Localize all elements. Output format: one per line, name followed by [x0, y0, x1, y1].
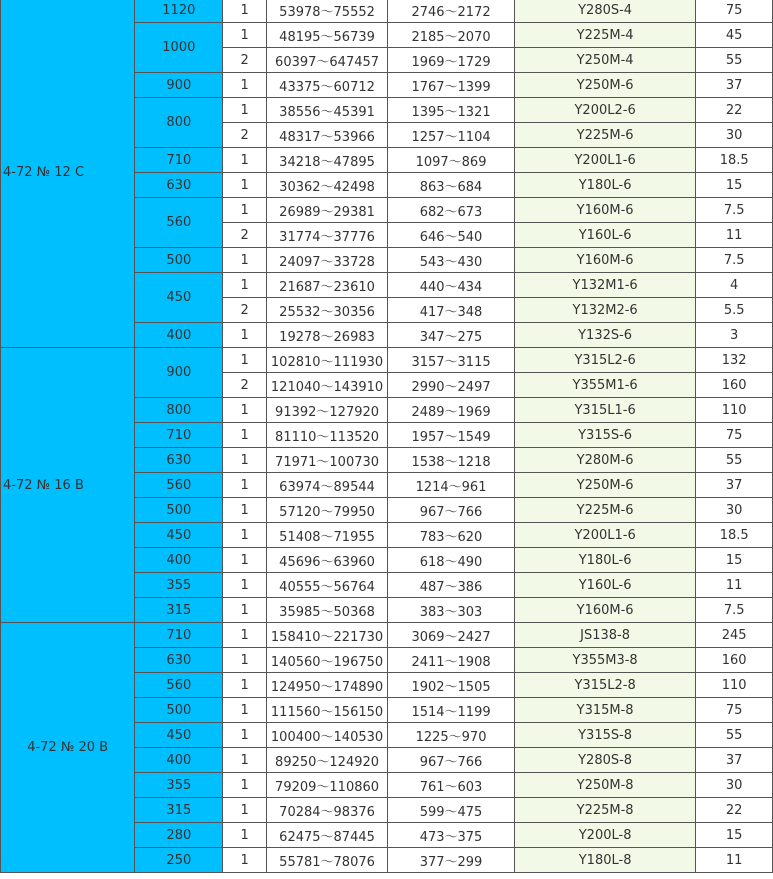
motor-power-cell: 5.5 [696, 298, 773, 323]
motor-model-cell: Y315M-8 [514, 698, 696, 723]
pressure-range-cell: 487～386 [388, 573, 515, 598]
motor-model-cell: Y225M-4 [514, 23, 696, 48]
position-number-cell: 1 [223, 348, 266, 373]
motor-power-cell: 160 [696, 648, 773, 673]
position-number-cell: 1 [223, 98, 266, 123]
flow-range-cell: 124950～174890 [266, 673, 387, 698]
position-number-cell: 1 [223, 323, 266, 348]
position-number-cell: 1 [223, 473, 266, 498]
position-number-cell: 1 [223, 148, 266, 173]
flow-range-cell: 158410～221730 [266, 623, 387, 648]
motor-power-cell: 110 [696, 673, 773, 698]
flow-range-cell: 62475～87445 [266, 823, 387, 848]
motor-power-cell: 75 [696, 423, 773, 448]
motor-model-cell: Y132M2-6 [514, 298, 696, 323]
speed-cell: 315 [135, 598, 223, 623]
speed-cell: 400 [135, 323, 223, 348]
motor-power-cell: 22 [696, 98, 773, 123]
speed-cell: 900 [135, 348, 223, 398]
motor-model-cell: Y280S-8 [514, 748, 696, 773]
motor-model-cell: Y200L1-6 [514, 523, 696, 548]
position-number-cell: 2 [223, 223, 266, 248]
motor-model-cell: Y315L2-8 [514, 673, 696, 698]
motor-model-cell: Y160M-6 [514, 598, 696, 623]
flow-range-cell: 55781～78076 [266, 848, 387, 873]
speed-cell: 560 [135, 198, 223, 248]
position-number-cell: 1 [223, 198, 266, 223]
pressure-range-cell: 2746～2172 [388, 0, 515, 23]
position-number-cell: 1 [223, 773, 266, 798]
speed-cell: 630 [135, 173, 223, 198]
pressure-range-cell: 2489～1969 [388, 398, 515, 423]
motor-power-cell: 4 [696, 273, 773, 298]
motor-power-cell: 18.5 [696, 148, 773, 173]
motor-model-cell: Y180L-6 [514, 548, 696, 573]
speed-cell: 560 [135, 673, 223, 698]
flow-range-cell: 102810～111930 [266, 348, 387, 373]
pressure-range-cell: 377～299 [388, 848, 515, 873]
pressure-range-cell: 3157～3115 [388, 348, 515, 373]
table-row [1, 348, 773, 373]
pressure-range-cell: 1257～1104 [388, 123, 515, 148]
motor-model-cell: Y250M-4 [514, 48, 696, 73]
motor-model-cell: Y160L-6 [514, 223, 696, 248]
motor-power-cell: 75 [696, 0, 773, 23]
motor-model-cell: Y160M-6 [514, 198, 696, 223]
pressure-range-cell: 967～766 [388, 748, 515, 773]
speed-cell: 710 [135, 623, 223, 648]
speed-cell: 355 [135, 773, 223, 798]
position-number-cell: 1 [223, 548, 266, 573]
motor-model-cell: Y315L1-6 [514, 398, 696, 423]
position-number-cell: 1 [223, 573, 266, 598]
motor-model-cell: Y200L-8 [514, 823, 696, 848]
speed-cell: 450 [135, 273, 223, 323]
speed-cell: 710 [135, 148, 223, 173]
flow-range-cell: 45696～63960 [266, 548, 387, 573]
motor-power-cell: 160 [696, 373, 773, 398]
position-number-cell: 2 [223, 298, 266, 323]
motor-model-cell: Y200L2-6 [514, 98, 696, 123]
flow-range-cell: 31774～37776 [266, 223, 387, 248]
motor-model-cell: Y250M-6 [514, 473, 696, 498]
pressure-range-cell: 599～475 [388, 798, 515, 823]
speed-cell: 500 [135, 498, 223, 523]
position-number-cell: 1 [223, 273, 266, 298]
speed-cell: 315 [135, 798, 223, 823]
flow-range-cell: 34218～47895 [266, 148, 387, 173]
pressure-range-cell: 2185～2070 [388, 23, 515, 48]
fan-spec-table-body [1, 0, 773, 873]
motor-model-cell: Y315S-6 [514, 423, 696, 448]
speed-cell: 280 [135, 823, 223, 848]
pressure-range-cell: 761～603 [388, 773, 515, 798]
flow-range-cell: 60397～647457 [266, 48, 387, 73]
pressure-range-cell: 1214～961 [388, 473, 515, 498]
motor-power-cell: 245 [696, 623, 773, 648]
position-number-cell: 1 [223, 698, 266, 723]
motor-power-cell: 55 [696, 448, 773, 473]
speed-cell: 560 [135, 473, 223, 498]
flow-range-cell: 71971～100730 [266, 448, 387, 473]
pressure-range-cell: 967～766 [388, 498, 515, 523]
position-number-cell: 1 [223, 173, 266, 198]
position-number-cell: 1 [223, 423, 266, 448]
motor-model-cell: Y355M1-6 [514, 373, 696, 398]
pressure-range-cell: 473～375 [388, 823, 515, 848]
flow-range-cell: 111560～156150 [266, 698, 387, 723]
flow-range-cell: 140560～196750 [266, 648, 387, 673]
flow-range-cell: 81110～113520 [266, 423, 387, 448]
speed-cell: 800 [135, 398, 223, 423]
pressure-range-cell: 783～620 [388, 523, 515, 548]
position-number-cell: 1 [223, 848, 266, 873]
speed-cell: 800 [135, 98, 223, 148]
pressure-range-cell: 646～540 [388, 223, 515, 248]
motor-model-cell: Y315S-8 [514, 723, 696, 748]
motor-power-cell: 15 [696, 548, 773, 573]
flow-range-cell: 40555～56764 [266, 573, 387, 598]
motor-power-cell: 55 [696, 723, 773, 748]
position-number-cell: 1 [223, 0, 266, 23]
motor-power-cell: 30 [696, 498, 773, 523]
flow-range-cell: 63974～89544 [266, 473, 387, 498]
flow-range-cell: 30362～42498 [266, 173, 387, 198]
motor-power-cell: 30 [696, 773, 773, 798]
position-number-cell: 1 [223, 798, 266, 823]
flow-range-cell: 25532～30356 [266, 298, 387, 323]
motor-model-cell: Y132S-6 [514, 323, 696, 348]
pressure-range-cell: 1969～1729 [388, 48, 515, 73]
motor-model-cell: Y225M-8 [514, 798, 696, 823]
speed-cell: 1000 [135, 23, 223, 73]
motor-power-cell: 45 [696, 23, 773, 48]
model-cell: 4-72 № 20 B [1, 623, 135, 873]
speed-cell: 500 [135, 698, 223, 723]
motor-power-cell: 75 [696, 698, 773, 723]
motor-power-cell: 15 [696, 173, 773, 198]
position-number-cell: 1 [223, 723, 266, 748]
motor-power-cell: 37 [696, 473, 773, 498]
motor-power-cell: 132 [696, 348, 773, 373]
speed-cell: 710 [135, 423, 223, 448]
position-number-cell: 2 [223, 123, 266, 148]
pressure-range-cell: 543～430 [388, 248, 515, 273]
pressure-range-cell: 347～275 [388, 323, 515, 348]
flow-range-cell: 19278～26983 [266, 323, 387, 348]
position-number-cell: 1 [223, 648, 266, 673]
position-number-cell: 1 [223, 73, 266, 98]
pressure-range-cell: 1957～1549 [388, 423, 515, 448]
pressure-range-cell: 1514～1199 [388, 698, 515, 723]
flow-range-cell: 38556～45391 [266, 98, 387, 123]
position-number-cell: 1 [223, 748, 266, 773]
motor-model-cell: Y225M-6 [514, 498, 696, 523]
pressure-range-cell: 1225～970 [388, 723, 515, 748]
position-number-cell: 1 [223, 23, 266, 48]
motor-model-cell: Y355M3-8 [514, 648, 696, 673]
motor-power-cell: 7.5 [696, 198, 773, 223]
flow-range-cell: 24097～33728 [266, 248, 387, 273]
flow-range-cell: 89250～124920 [266, 748, 387, 773]
flow-range-cell: 48317～53966 [266, 123, 387, 148]
motor-power-cell: 11 [696, 573, 773, 598]
motor-power-cell: 55 [696, 48, 773, 73]
pressure-range-cell: 1538～1218 [388, 448, 515, 473]
motor-model-cell: JS138-8 [514, 623, 696, 648]
flow-range-cell: 43375～60712 [266, 73, 387, 98]
flow-range-cell: 57120～79950 [266, 498, 387, 523]
motor-power-cell: 3 [696, 323, 773, 348]
position-number-cell: 1 [223, 673, 266, 698]
motor-model-cell: Y250M-6 [514, 73, 696, 98]
position-number-cell: 1 [223, 248, 266, 273]
motor-model-cell: Y132M1-6 [514, 273, 696, 298]
position-number-cell: 1 [223, 823, 266, 848]
motor-model-cell: Y280M-6 [514, 448, 696, 473]
speed-cell: 400 [135, 748, 223, 773]
motor-model-cell: Y225M-6 [514, 123, 696, 148]
pressure-range-cell: 863～684 [388, 173, 515, 198]
pressure-range-cell: 1097～869 [388, 148, 515, 173]
pressure-range-cell: 2990～2497 [388, 373, 515, 398]
motor-model-cell: Y200L1-6 [514, 148, 696, 173]
speed-cell: 900 [135, 73, 223, 98]
position-number-cell: 1 [223, 623, 266, 648]
flow-range-cell: 53978～75552 [266, 0, 387, 23]
motor-model-cell: Y280S-4 [514, 0, 696, 23]
motor-power-cell: 18.5 [696, 523, 773, 548]
flow-range-cell: 100400～140530 [266, 723, 387, 748]
speed-cell: 500 [135, 248, 223, 273]
position-number-cell: 1 [223, 498, 266, 523]
motor-power-cell: 110 [696, 398, 773, 423]
motor-model-cell: Y160L-6 [514, 573, 696, 598]
position-number-cell: 1 [223, 598, 266, 623]
pressure-range-cell: 1902～1505 [388, 673, 515, 698]
flow-range-cell: 121040～143910 [266, 373, 387, 398]
speed-cell: 630 [135, 448, 223, 473]
motor-power-cell: 11 [696, 848, 773, 873]
position-number-cell: 1 [223, 523, 266, 548]
motor-power-cell: 37 [696, 748, 773, 773]
motor-power-cell: 30 [696, 123, 773, 148]
speed-cell: 400 [135, 548, 223, 573]
pressure-range-cell: 3069～2427 [388, 623, 515, 648]
flow-range-cell: 79209～110860 [266, 773, 387, 798]
motor-power-cell: 7.5 [696, 598, 773, 623]
motor-model-cell: Y315L2-6 [514, 348, 696, 373]
model-cell: 4-72 № 16 B [1, 348, 135, 623]
pressure-range-cell: 417～348 [388, 298, 515, 323]
pressure-range-cell: 440～434 [388, 273, 515, 298]
speed-cell: 1120 [135, 0, 223, 23]
speed-cell: 450 [135, 723, 223, 748]
pressure-range-cell: 2411～1908 [388, 648, 515, 673]
model-cell: 4-72 № 12 C [1, 0, 135, 348]
motor-model-cell: Y180L-8 [514, 848, 696, 873]
flow-range-cell: 48195～56739 [266, 23, 387, 48]
speed-cell: 250 [135, 848, 223, 873]
flow-range-cell: 21687～23610 [266, 273, 387, 298]
flow-range-cell: 26989～29381 [266, 198, 387, 223]
position-number-cell: 2 [223, 373, 266, 398]
table-row [1, 623, 773, 648]
position-number-cell: 1 [223, 448, 266, 473]
pressure-range-cell: 1395～1321 [388, 98, 515, 123]
speed-cell: 630 [135, 648, 223, 673]
position-number-cell: 1 [223, 398, 266, 423]
motor-power-cell: 11 [696, 223, 773, 248]
motor-model-cell: Y160M-6 [514, 248, 696, 273]
motor-power-cell: 15 [696, 823, 773, 848]
motor-power-cell: 37 [696, 73, 773, 98]
speed-cell: 355 [135, 573, 223, 598]
table-row [1, 0, 773, 23]
position-number-cell: 2 [223, 48, 266, 73]
flow-range-cell: 70284～98376 [266, 798, 387, 823]
pressure-range-cell: 1767～1399 [388, 73, 515, 98]
flow-range-cell: 51408～71955 [266, 523, 387, 548]
motor-power-cell: 7.5 [696, 248, 773, 273]
motor-model-cell: Y250M-8 [514, 773, 696, 798]
flow-range-cell: 35985～50368 [266, 598, 387, 623]
speed-cell: 450 [135, 523, 223, 548]
pressure-range-cell: 682～673 [388, 198, 515, 223]
pressure-range-cell: 618～490 [388, 548, 515, 573]
flow-range-cell: 91392～127920 [266, 398, 387, 423]
pressure-range-cell: 383～303 [388, 598, 515, 623]
motor-power-cell: 22 [696, 798, 773, 823]
motor-model-cell: Y180L-6 [514, 173, 696, 198]
